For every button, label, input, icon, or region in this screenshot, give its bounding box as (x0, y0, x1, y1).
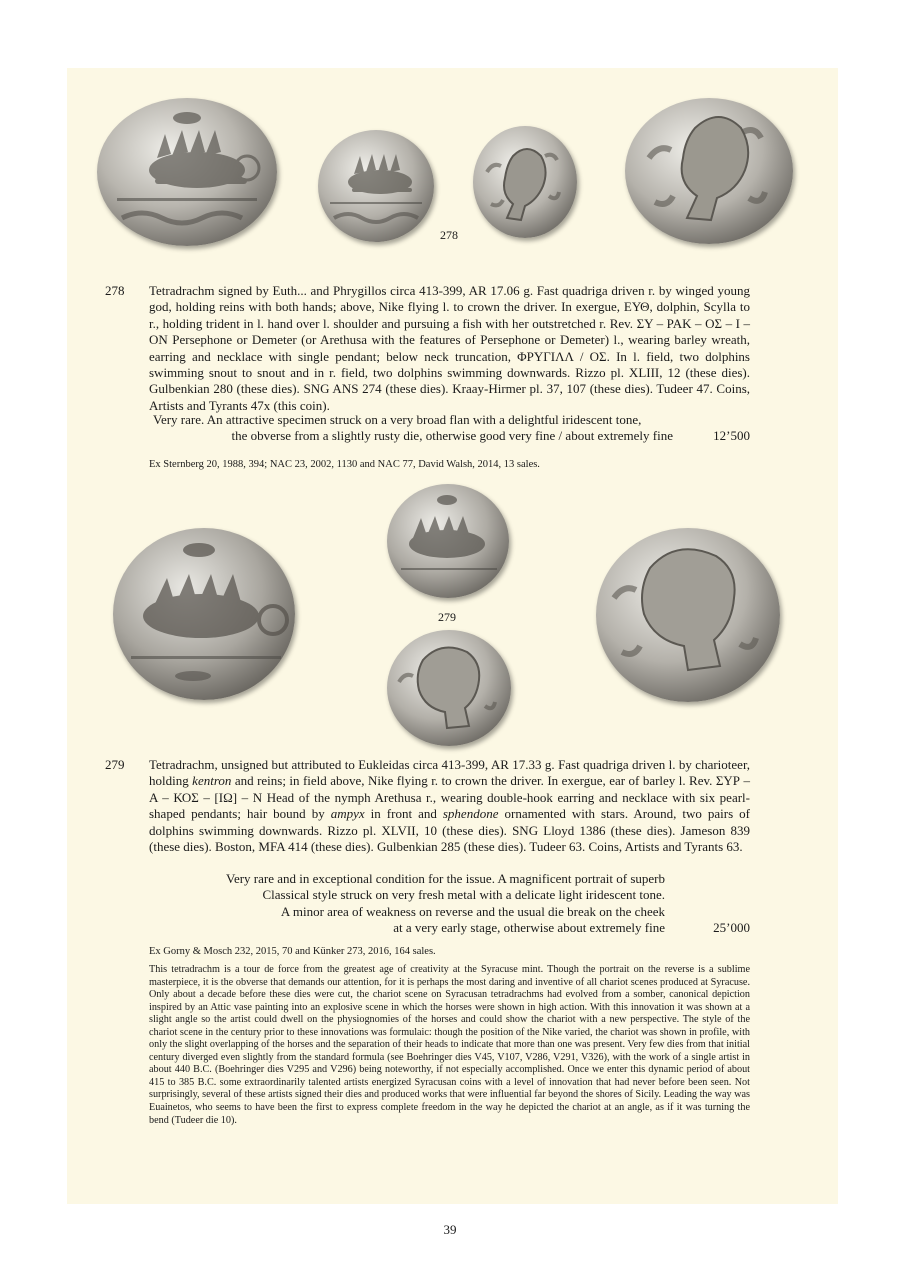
lot-279-condition-line: at a very early stage, otherwise about extremely fine (393, 920, 665, 936)
lot-279-description-term: ampyx (330, 806, 365, 822)
quadriga-coin-image (318, 130, 434, 242)
lot-278-image-caption: 278 (440, 228, 458, 242)
lot-279-description-segment: and reins; in field above, Nike flying r. to crown the driver. In exergue, ear of barley l. Rev. ΣΥΡ – Α – ΚΟΣ – [ΙΩ] – Ν Head of the nymph Arethusa r., wearing double-hook earring and necklace with six pearl-shaped pendants; hair bound by (149, 773, 750, 822)
lot-279-condition-line: Classical style struck on very fresh metal with a delicate light iridescent tone. (262, 887, 665, 903)
coin-278-reverse-small (473, 126, 577, 238)
lot-278-description-text: Tetradrachm signed by Euth... and Phrygillos circa 413-399, AR 17.06 g. Fast quadriga driven r. by winged young god, holding reins with both hands; above, Nike flying l. to crown the driver. In exergue, ΕΥΘ, dolphin, Scylla to r., holding trident in l. hand over l. shoulder and pursuing a fish with her outstretched r. Rev. ΣΥ – ΡΑΚ – ΟΣ – Ι – ΟΝ Persephone or Demeter (or Arethusa with the features of Persephone or Demeter) l., wearing barley wreath, earring and necklace with single pendant; below neck truncation, ΦΡΥΓΙΛΛ / ΟΣ. In l. field, two dolphins swimming snout to snout and in r. field, two dolphins swimming downwards. Rizzo pl. XLIII, 12 (these dies). Gulbenkian 280 (these dies). SNG ANS 274 (these dies). Kraay-Hirmer pl. 37, 107 (these dies). Tudeer 47. Coins, Artists and Tyrants 47x (this coin). (149, 283, 750, 413)
coin-279-reverse-small (387, 630, 511, 746)
lot-279-provenance: Ex Gorny & Mosch 232, 2015, 70 and Künker 273, 2016, 164 sales. (149, 946, 436, 957)
lot-279-description-term: sphendone (442, 806, 499, 822)
coin-279-obverse-small (387, 484, 509, 598)
head-coin-image (625, 98, 793, 244)
head-coin-image (387, 630, 511, 746)
lot-279-image-caption: 279 (438, 610, 456, 624)
lot-279-description (149, 757, 750, 855)
coin-279-reverse-large (596, 528, 780, 702)
lot-279-description-segment: ornamented with stars. Around, two pairs of dolphins swimming downwards. Rizzo pl. XLVII, 10 (these dies). SNG Lloyd 1386 (these dies). Jameson 839 (these dies). Boston, MFA 414 (these dies). Gulbenkian 285 (these dies). Tudeer 63. Coins, Artists and Tyrants 63. (149, 806, 750, 855)
coin-278-obverse-large (97, 98, 277, 246)
lot-278-estimate: 12’500 (713, 428, 750, 443)
lot-278-condition (153, 412, 673, 445)
lot-279-number: 279 (105, 757, 125, 772)
head-coin-image (473, 126, 577, 238)
quadriga-coin-image (113, 528, 295, 700)
lot-279-estimate: 25’000 (713, 920, 750, 935)
coin-278-reverse-large (625, 98, 793, 244)
quadriga-coin-image (97, 98, 277, 246)
lot-278-condition-line: the obverse from a slightly rusty die, otherwise good very fine / about extremely fine (231, 428, 673, 444)
page-number: 39 (443, 1222, 457, 1237)
lot-279-condition (153, 871, 665, 937)
lot-279-description-term: kentron (192, 773, 232, 789)
lot-279-essay: This tetradrachm is a tour de force from the greatest age of creativity at the Syracuse mint. Though the portrait on the reverse is a sublime masterpiece, it is the obverse that demands our attention, for it is perhaps the most daring and inventive of all chariot scenes produced at Syracuse. Only about a decade before these dies were cut, the chariot scene on Syracusan tetradrachms had evolved from a somber, canonical depiction inspired by an Attic vase painting into an explosive scene in which the horses were shown in high action. With this innovation it was shown at a slight angle so the artist could dwell on the physiognomies of the horses and could show the chariot with a new perspective. The style of the chariot scene in the century prior to these innovations was formulaic: though the position of the Nike varied, the chariot was shown in profile, with only the slight overlapping of the horses and the separation of their heads to indicate that more than one was present. Very few dies from that initial century diverged even slightly from the standard formula (see Boehringer dies V45, V107, V286, V291, V326), with the work of a single artist in about 440 B.C. (Boehringer dies V295 and V296) being noteworthy, if not especially accomplished. Once we enter this dynamic period of about 415 to 385 B.C. some extraordinarily talented artists energized Syracusan coins with a level of innovation that had never before been seen. Not surprisingly, several of these artists signed their dies and produced works that were influential far beyond the shores of Sicily. Leading the way was Euainetos, who seems to have been the first to express complete freedom in the way he depicted the chariot at an angle, as if it was turning the bend (Tudeer die 10). (149, 964, 750, 1126)
coin-278-obverse-small (318, 130, 434, 242)
lot-279-description-segment: Tetradrachm, unsigned but attributed to Eukleidas circa 413-399, AR 17.33 g. Fast quadriga driven l. by charioteer, holding (149, 757, 750, 789)
lot-278-condition-line: Very rare. An attractive specimen struck on a very broad flan with a delightful iridescent tone, (153, 412, 642, 427)
lot-279-description-text (149, 757, 750, 855)
head-coin-image (596, 528, 780, 702)
lot-279-condition-line: Very rare and in exceptional condition for the issue. A magnificent portrait of superb (226, 871, 665, 886)
lot-279-description-segment: in front and (364, 806, 443, 822)
lot-278-description (149, 283, 750, 414)
quadriga-coin-image (387, 484, 509, 598)
lot-278-provenance: Ex Sternberg 20, 1988, 394; NAC 23, 2002, 1130 and NAC 77, David Walsh, 2014, 13 sales. (149, 459, 540, 470)
coin-279-obverse-large (113, 528, 295, 700)
lot-279-condition-line: A minor area of weakness on reverse and the usual die break on the cheek (280, 903, 665, 919)
lot-278-number: 278 (105, 283, 125, 298)
